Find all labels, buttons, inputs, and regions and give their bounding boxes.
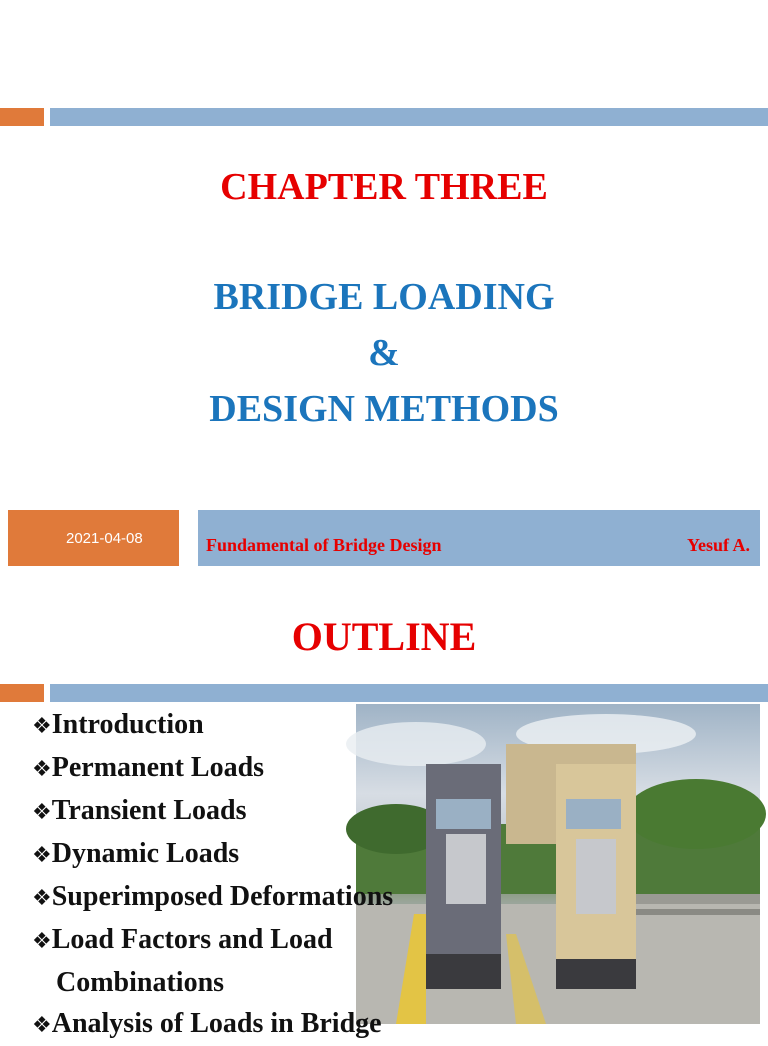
chapter-heading: CHAPTER THREE [220,166,548,208]
outline-slide [0,576,768,1039]
title-line-1: BRIDGE LOADING [213,276,555,318]
author-name: Yesuf A. [686,535,750,555]
date-box [8,510,179,566]
list-item: ❖Dynamic Loads [32,838,240,869]
diamond-bullet-icon: ❖ [32,757,52,782]
list-item: ❖Load Factors and Load [32,924,333,955]
list-item: ❖Permanent Loads [32,752,265,783]
outline-title: OUTLINE [291,614,477,659]
outline-accent-bar [0,684,44,702]
diamond-bullet-icon: ❖ [32,886,52,911]
header-bar [50,108,768,126]
title-line-3: DESIGN METHODS [209,388,559,430]
footer-bar [198,510,760,566]
header-accent-bar [0,108,44,126]
diamond-bullet-icon: ❖ [32,843,52,868]
slide-date: 2021-04-08 [66,530,143,547]
trucks-photo [356,704,760,1024]
list-item: ❖Transient Loads [32,795,247,826]
list-item: ❖Introduction [32,709,204,740]
list-item: Combinations [56,967,225,998]
diamond-bullet-icon: ❖ [32,714,52,739]
diamond-bullet-icon: ❖ [32,1013,52,1038]
outline-header-bar [50,684,768,702]
title-line-2: & [368,332,400,374]
course-name: Fundamental of Bridge Design [206,535,442,555]
diamond-bullet-icon: ❖ [32,929,52,954]
list-item: ❖Superimposed Deformations [32,881,394,912]
list-item: ❖Analysis of Loads in Bridge [32,1008,382,1039]
outline-list [32,704,393,1046]
diamond-bullet-icon: ❖ [32,800,52,825]
